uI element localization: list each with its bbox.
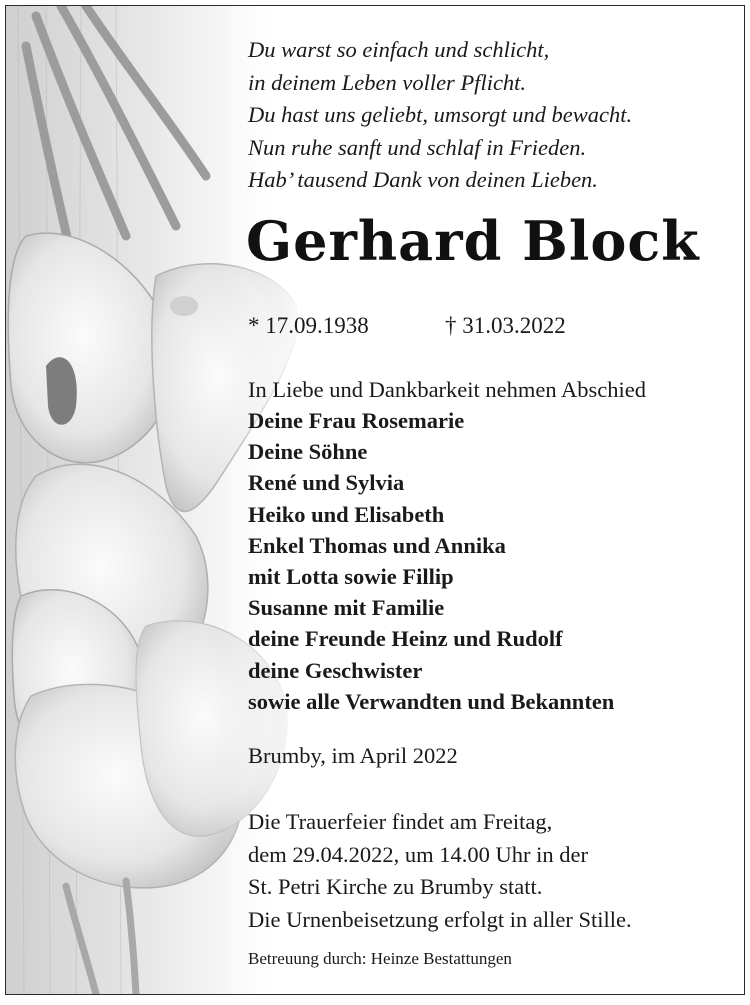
poem-line: Nun ruhe sanft und schlaf in Frieden.	[248, 134, 587, 160]
mourner-line: Heiko und Elisabeth	[248, 501, 445, 527]
life-dates	[248, 313, 566, 339]
service-line: Die Trauerfeier findet am Freitag,	[248, 809, 553, 834]
poem-line: in deinem Leben voller Pflicht.	[248, 69, 527, 95]
death-date: † 31.03.2022	[445, 313, 566, 338]
mourners-list	[248, 405, 614, 717]
funeral-home-credit: Betreuung durch: Heinze Bestattungen	[248, 949, 512, 968]
poem-line: Du hast uns geliebt, umsorgt und bewacht.	[248, 102, 633, 127]
poem-line: Hab’ tausend Dank von deinen Lieben.	[248, 167, 598, 192]
mourner-line: Deine Frau Rosemarie	[248, 408, 465, 433]
mourner-line: deine Geschwister	[248, 657, 423, 683]
farewell-line: In Liebe und Dankbarkeit nehmen Abschied	[248, 377, 647, 402]
mourner-line: René und Sylvia	[248, 470, 405, 496]
mourner-line: deine Freunde Heinz und Rudolf	[248, 626, 563, 652]
poem-line: Du warst so einfach und schlicht,	[248, 37, 550, 62]
mourner-line: Deine Söhne	[248, 439, 368, 465]
mourner-line: Enkel Thomas und Annika	[248, 532, 506, 558]
service-line: St. Petri Kirche zu Brumby statt.	[248, 874, 543, 899]
funeral-service-info	[248, 806, 632, 936]
mourner-line: sowie alle Verwandten und Bekannten	[248, 688, 615, 714]
poem	[248, 34, 632, 197]
obituary-card	[5, 5, 745, 995]
place-date: Brumby, im April 2022	[248, 743, 458, 768]
deceased-name: Gerhard Block	[246, 209, 700, 273]
service-line: dem 29.04.2022, um 14.00 Uhr in der	[248, 841, 588, 867]
service-line: Die Urnenbeisetzung erfolgt in aller Stille.	[248, 906, 632, 932]
mourner-line: Susanne mit Familie	[248, 595, 445, 621]
birth-date: * 17.09.1938	[248, 313, 369, 338]
mourner-line: mit Lotta sowie Fillip	[248, 563, 454, 589]
